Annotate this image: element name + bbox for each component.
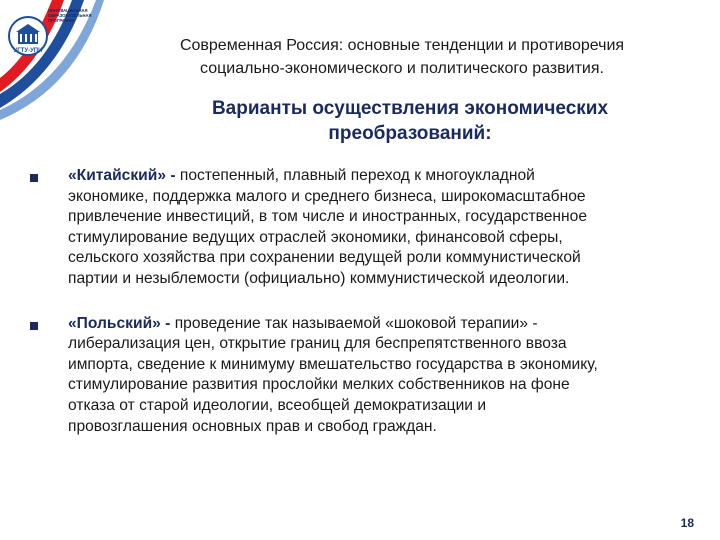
slide-header	[112, 34, 692, 80]
bullet-item-polish	[30, 314, 690, 438]
bullet-line: отказа от старой идеологии, всеобщей демократизации и	[68, 396, 487, 414]
bullet-term: «Китайский» -	[68, 167, 176, 184]
university-logo	[0, 0, 120, 120]
bullet-line: стимулирование ведущих отраслей экономики, финансовой сферы,	[68, 228, 563, 246]
svg-text:УГТУ-УПИ: УГТУ-УПИ	[13, 48, 43, 54]
bullet-list	[30, 166, 690, 461]
bullet-item-chinese	[30, 166, 690, 290]
bullet-line: «Китайский» - постепенный, плавный переход к многоукладной	[68, 167, 535, 184]
bullet-line: провозглашения основных прав и свобод граждан.	[68, 417, 437, 435]
bullet-line: импорта, сведение к минимуму вмешательство государства в экономику,	[68, 355, 598, 373]
bullet-square-icon	[30, 174, 38, 182]
slide-subtitle	[120, 96, 700, 146]
header-line-1: Современная Россия: основные тенденции и противоречия	[179, 37, 625, 54]
header-line-2: социально-экономического и политического развития.	[200, 60, 604, 77]
bullet-line: стимулирование развития прослойки мелких собственников на фоне	[68, 376, 570, 394]
bullet-line: «Польский» - проведение так называемой «шоковой терапии» -	[68, 314, 538, 332]
logo-graphic	[0, 0, 120, 120]
bullet-line: либерализация цен, открытие границ для беспрепятственного ввоза	[68, 335, 567, 353]
subtitle-line-1: Варианты осуществления экономических	[211, 98, 609, 119]
page-number: 18	[680, 516, 694, 530]
svg-text:ОБРАЗОВАТЕЛЬНАЯ: ОБРАЗОВАТЕЛЬНАЯ	[48, 13, 92, 18]
subtitle-line-2: преобразований:	[328, 123, 492, 144]
bullet-term: «Польский» -	[68, 314, 171, 332]
svg-text:ПРОГРАММА: ПРОГРАММА	[48, 18, 75, 23]
svg-text:ИННОВАЦИОННАЯ: ИННОВАЦИОННАЯ	[48, 8, 88, 13]
bullet-line: партии и незыблемости (официально) коммунистической идеологии.	[68, 269, 570, 287]
bullet-line: экономике, поддержка малого и среднего бизнеса, широкомасштабное	[68, 187, 586, 205]
bullet-square-icon	[30, 322, 38, 330]
bullet-line: привлечение инвестиций, в том числе и иностранных, государственное	[68, 208, 587, 226]
bullet-line: сельского хозяйства при сохранении ведущей роли коммунистической	[68, 249, 581, 267]
